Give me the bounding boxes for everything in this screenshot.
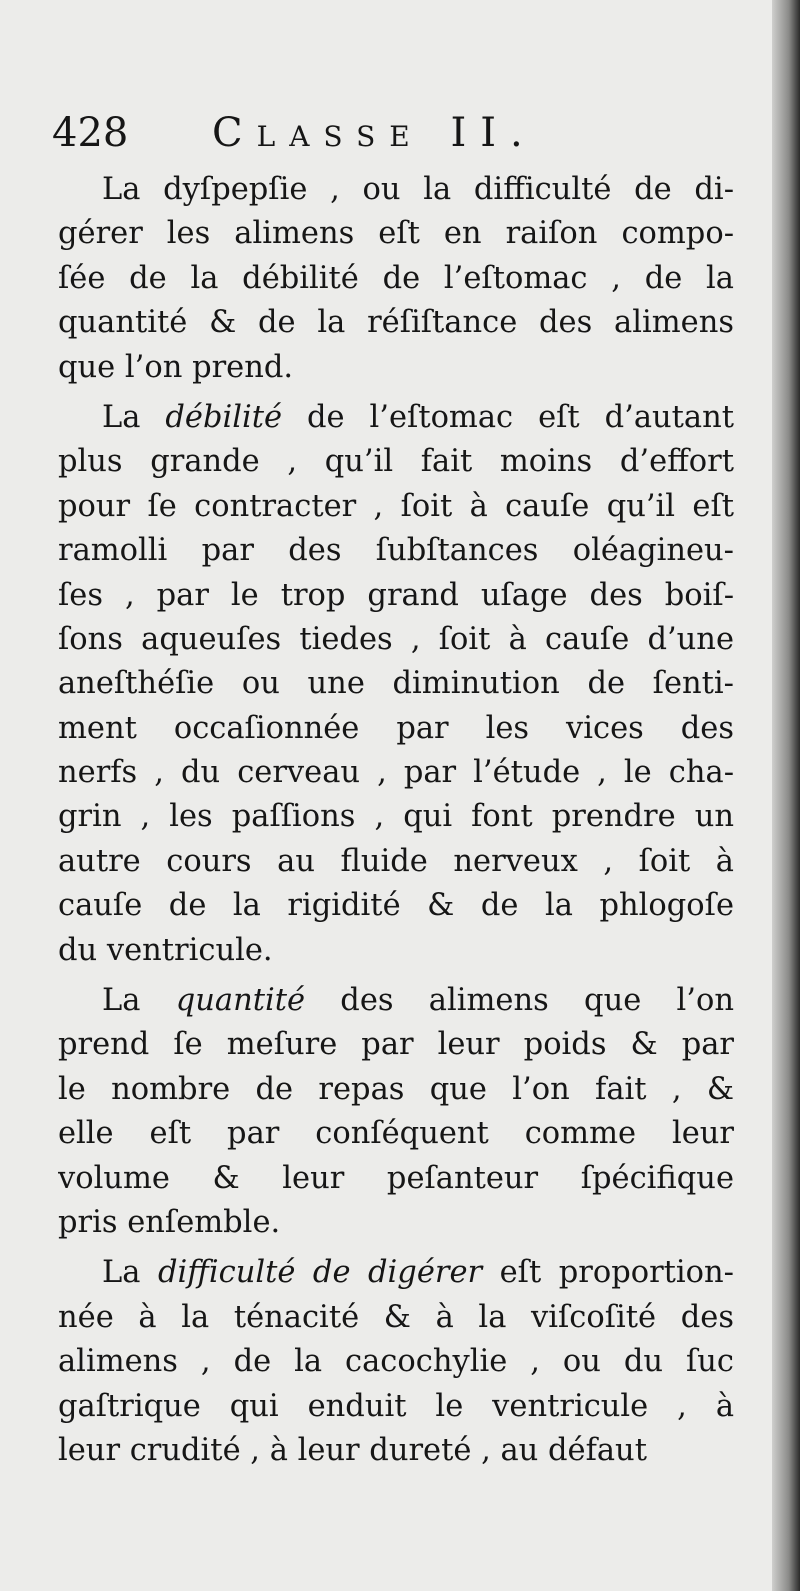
text-segment: que l’on prend. (58, 349, 294, 385)
text-segment: leur crudité , à leur dureté , au défaut (58, 1432, 647, 1468)
text-segment: ſes , par le trop grand uſage des boiſ- (58, 577, 734, 613)
text-segment: du ventricule. (58, 932, 273, 968)
text-line (58, 485, 734, 529)
text-segment: ſons aqueuſes tiedes , ſoit à cauſe d’une (58, 621, 734, 657)
page-header (52, 108, 732, 158)
text-segment: autre cours au fluide nerveux , ſoit à (58, 843, 734, 879)
text-segment: volume & leur peſanteur ſpécifique (58, 1160, 734, 1196)
page-gutter-shadow (772, 0, 800, 1591)
text-line (58, 1157, 734, 1201)
text-segment: gérer les alimens eſt en raiſon compo- (58, 216, 734, 252)
text-line (58, 529, 734, 573)
text-line (58, 212, 734, 256)
text-segment: le nombre de repas que l’on fait , & (58, 1071, 734, 1107)
text-line (58, 1296, 734, 1340)
text-segment: quantité & de la réſiſtance des alimens (58, 305, 734, 341)
text-line (58, 751, 734, 795)
text-line (58, 840, 734, 884)
text-line (58, 979, 734, 1023)
text-segment: plus grande , qu’il fait moins d’effort (58, 444, 734, 480)
paragraph (58, 979, 734, 1245)
text-segment: de l’eſtomac eſt d’autant (282, 399, 734, 435)
text-segment: elle eſt par conſéquent comme leur (58, 1116, 734, 1152)
text-line (58, 396, 734, 440)
text-segment: La (102, 983, 176, 1019)
text-segment: La dyſpepſie , ou la difficulté de di- (102, 172, 734, 207)
paragraph (58, 168, 734, 390)
page-number: 428 (52, 110, 129, 156)
text-segment: pris enſemble. (58, 1204, 281, 1240)
text-line (58, 574, 734, 618)
text-segment: alimens , de la cacochylie , ou du ſuc (58, 1344, 734, 1380)
text-segment: née à la ténacité & à la viſcoſité des (58, 1299, 734, 1335)
text-segment: ment occaſionnée par les vices des (58, 710, 734, 746)
text-segment: aneſthéſie ou une diminution de ſenti- (58, 666, 734, 702)
text-line (58, 1251, 734, 1295)
text-segment: ſée de la débilité de l’eſtomac , de la (58, 260, 734, 296)
text-line (58, 346, 734, 390)
text-line (58, 440, 734, 484)
text-line (58, 1023, 734, 1067)
text-line (58, 1068, 734, 1112)
text-segment: cauſe de la rigidité & de la phlogoſe (58, 888, 734, 924)
text-line (58, 707, 734, 751)
text-segment: pour ſe contracter , ſoit à cauſe qu’il eſt (58, 488, 734, 524)
text-line (58, 1201, 734, 1245)
text-line (58, 884, 734, 928)
italic-term: débilité (165, 399, 283, 435)
italic-term: difficulté de digérer (157, 1255, 483, 1291)
italic-term: quantité (175, 983, 306, 1019)
running-head: Classe II. (212, 110, 537, 156)
text-line (58, 1112, 734, 1156)
text-line (58, 257, 734, 301)
text-line (58, 1340, 734, 1384)
paragraph (58, 396, 734, 973)
text-line (58, 1385, 734, 1429)
text-segment: eſt proportion- (482, 1255, 734, 1291)
text-segment: ramolli par des ſubſtances oléagineu- (58, 533, 734, 569)
text-line (58, 929, 734, 973)
text-line (58, 168, 734, 212)
text-segment: La (102, 1255, 158, 1291)
body-text (58, 168, 734, 1473)
text-line (58, 301, 734, 345)
text-segment: nerfs , du cerveau , par l’étude , le cha- (58, 755, 734, 791)
text-line (58, 662, 734, 706)
text-line (58, 795, 734, 839)
text-segment: prend ſe meſure par leur poids & par (58, 1027, 734, 1063)
text-line (58, 1429, 734, 1473)
text-segment: grin , les paſſions , qui font prendre un (58, 799, 734, 835)
paragraph (58, 1251, 734, 1473)
text-segment: gaſtrique qui enduit le ventricule , à (58, 1388, 734, 1424)
text-segment: des alimens que l’on (305, 983, 734, 1019)
text-segment: La (102, 399, 166, 435)
text-line (58, 618, 734, 662)
